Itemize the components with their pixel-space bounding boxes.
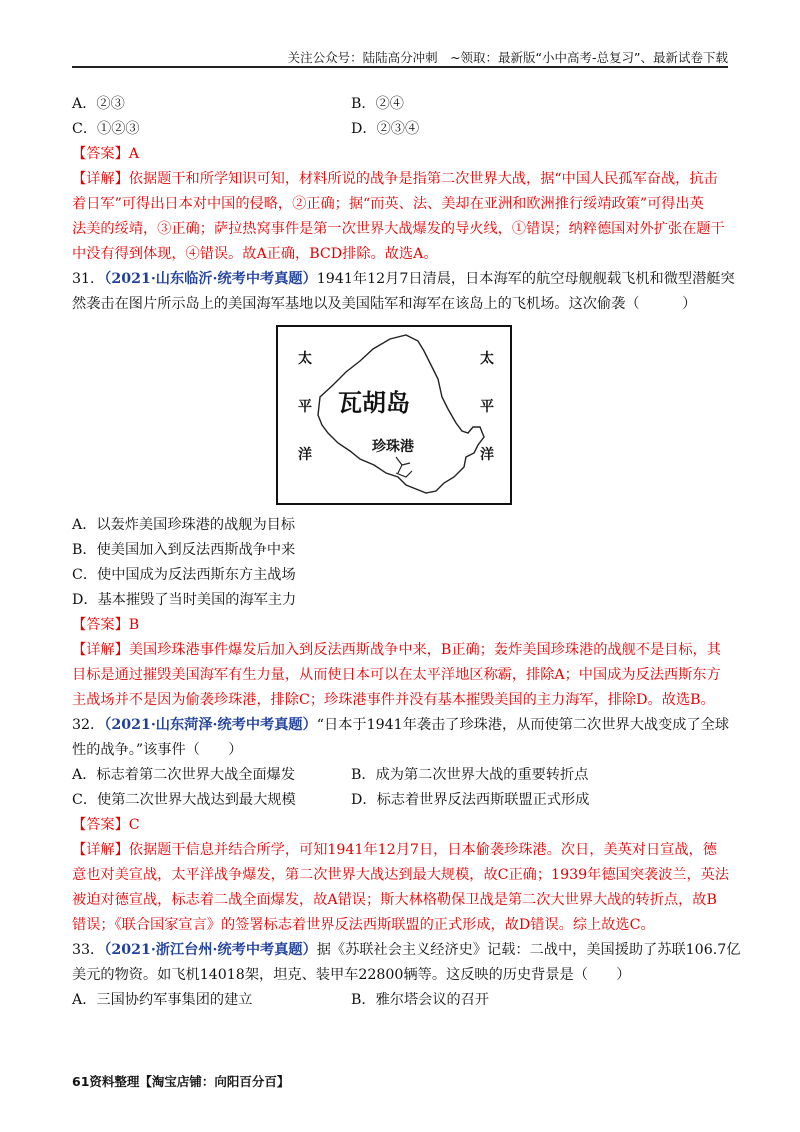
q31-stem-cont: 然袭击在图片所示岛上的美国海军基地以及美国陆军和海军在该岛上的飞机场。这次偷袭（ ） bbox=[72, 296, 697, 312]
ocean-right-char: 平 bbox=[480, 399, 494, 415]
ocean-left-char: 洋 bbox=[298, 447, 312, 463]
q30-answer bbox=[72, 142, 728, 167]
question-source: （2021·山东临沂·统考中考真题） bbox=[104, 271, 317, 287]
detail-line: 意也对美宣战，太平洋战争爆发，第二次世界大战达到最大规模，故C正确；1939年德国突袭波兰，英法 bbox=[72, 867, 730, 883]
q33-options-row-1 bbox=[72, 988, 728, 1013]
ocean-right-char: 洋 bbox=[480, 447, 494, 463]
option: A．以轰炸美国珍珠港的战舰为目标 bbox=[72, 517, 296, 533]
detail-line: 目标是通过摧毁美国海军有生力量，从而使日本可以在太平洋地区称霸，排除A；中国成为反法西斯东方 bbox=[72, 667, 721, 683]
ocean-left-char: 平 bbox=[298, 399, 312, 415]
detail-line: 主战场并不是因为偷袭珍珠港，排除C；珍珠港事件并没有基本摧毁美国的主力海军，排除D。故选B。 bbox=[72, 692, 715, 708]
question-number: 31． bbox=[72, 271, 105, 287]
q30-options-row-1 bbox=[72, 92, 728, 117]
answer-value: A bbox=[128, 146, 140, 162]
detail-tag: 【详解】 bbox=[72, 171, 129, 187]
q31-detail bbox=[72, 638, 728, 713]
q32-options-row-1 bbox=[72, 763, 728, 788]
option: B．雅尔塔会议的召开 bbox=[351, 992, 490, 1008]
island-label: 瓦胡岛 bbox=[338, 389, 410, 417]
option: B．成为第二次世界大战的重要转折点 bbox=[351, 767, 589, 783]
harbor-label: 珍珠港 bbox=[372, 439, 414, 455]
detail-line: 被迫对德宣战，标志着二战全面爆发，故A错误；斯大林格勒保卫战是第二次大世界大战的转折点，故B bbox=[72, 892, 717, 908]
detail-tag: 【详解】 bbox=[72, 842, 129, 858]
question-source: （2021·山东菏泽·统考中考真题） bbox=[104, 717, 317, 733]
q33-stem-cont: 美元的物资。如飞机14018架，坦克、装甲车22800辆等。这反映的历史背景是（ ） bbox=[72, 967, 631, 983]
stem-text: 据《苏联社会主义经济史》记载：二战中，美国援助了苏联106.7亿 bbox=[316, 942, 741, 958]
q31-answer bbox=[72, 613, 728, 638]
answer-tag: 【答案】 bbox=[72, 817, 129, 833]
answer-value: B bbox=[128, 617, 140, 633]
detail-line: 错误；《联合国家宣言》的签署标志着世界反法西斯联盟的正式形成，故D错误。综上故选C。 bbox=[72, 917, 655, 933]
q32-options-row-2 bbox=[72, 788, 728, 813]
stem-text: “日本于1941年袭击了珍珠港，从而使第二次世界大战变成了全球 bbox=[316, 717, 730, 733]
question-number: 33． bbox=[72, 942, 105, 958]
option: D．基本摧毁了当时美国的海军主力 bbox=[72, 592, 297, 608]
answer-tag: 【答案】 bbox=[72, 146, 129, 162]
question-source: （2021·浙江台州·统考中考真题） bbox=[104, 942, 317, 958]
option: A．②③ bbox=[72, 96, 125, 112]
detail-line: 法美的绥靖，③正确；萨拉热窝事件是第一次世界大战爆发的导火线，①错误；纳粹德国对外扩张在题干 bbox=[72, 221, 725, 237]
q32-answer bbox=[72, 813, 728, 838]
q32-stem bbox=[72, 713, 728, 738]
ocean-left-char: 太 bbox=[298, 351, 312, 367]
option: A．三国协约军事集团的建立 bbox=[72, 992, 253, 1008]
option: A．标志着第二次世界大战全面爆发 bbox=[72, 767, 296, 783]
q33-stem bbox=[72, 938, 741, 963]
detail-line: 依据题干和所学知识可知，材料所说的战争是指第二次世界大战，据“中国人民孤军奋战，抗击 bbox=[128, 171, 718, 187]
option: C．使第二次世界大战达到最大规模 bbox=[72, 792, 296, 808]
answer-value: C bbox=[128, 817, 140, 833]
option: C．①②③ bbox=[72, 121, 140, 137]
page-footer: 61资料整理【淘宝店铺：向阳百分百】 bbox=[72, 1074, 290, 1089]
option: C．使中国成为反法西斯东方主战场 bbox=[72, 567, 296, 583]
q30-options-row-2 bbox=[72, 117, 728, 142]
detail-line: 美国珍珠港事件爆发后加入到反法西斯战争中来，B正确；轰炸美国珍珠港的战舰不是目标，其 bbox=[128, 642, 721, 658]
oahu-map bbox=[276, 325, 512, 505]
detail-line: 中没有得到体现，④错误。故A正确，BCD排除。故选A。 bbox=[72, 246, 438, 262]
question-number: 32． bbox=[72, 717, 105, 733]
ocean-right-char: 太 bbox=[480, 351, 494, 367]
option: D．标志着世界反法西斯联盟正式形成 bbox=[351, 792, 590, 808]
option: B．使美国加入到反法西斯战争中来 bbox=[72, 542, 296, 558]
option: D．②③④ bbox=[351, 121, 420, 137]
detail-line: 依据题干信息并结合所学，可知1941年12月7日，日本偷袭珍珠港。次日，美英对日宣战，德 bbox=[128, 842, 717, 858]
detail-tag: 【详解】 bbox=[72, 642, 129, 658]
page-header: 关注公众号：陆陆高分冲刺 ~领取：最新版“小中高考-总复习”、最新试卷下载 bbox=[287, 50, 728, 65]
stem-text: 1941年12月7日清晨，日本海军的航空母舰舰载飞机和微型潜艇突 bbox=[316, 271, 735, 287]
q32-stem-cont: 性的战争。”该事件（ ） bbox=[72, 742, 243, 758]
detail-line: 着日军”可得出日本对中国的侵略，②正确；据“而英、法、美却在亚洲和欧洲推行绥靖政策”可得出英 bbox=[72, 196, 704, 212]
q31-stem bbox=[72, 267, 735, 292]
document-body bbox=[72, 92, 741, 1013]
answer-tag: 【答案】 bbox=[72, 617, 129, 633]
q32-detail bbox=[72, 838, 728, 938]
header-divider bbox=[72, 66, 728, 68]
q30-detail bbox=[72, 167, 728, 267]
option: B．②④ bbox=[351, 96, 404, 112]
